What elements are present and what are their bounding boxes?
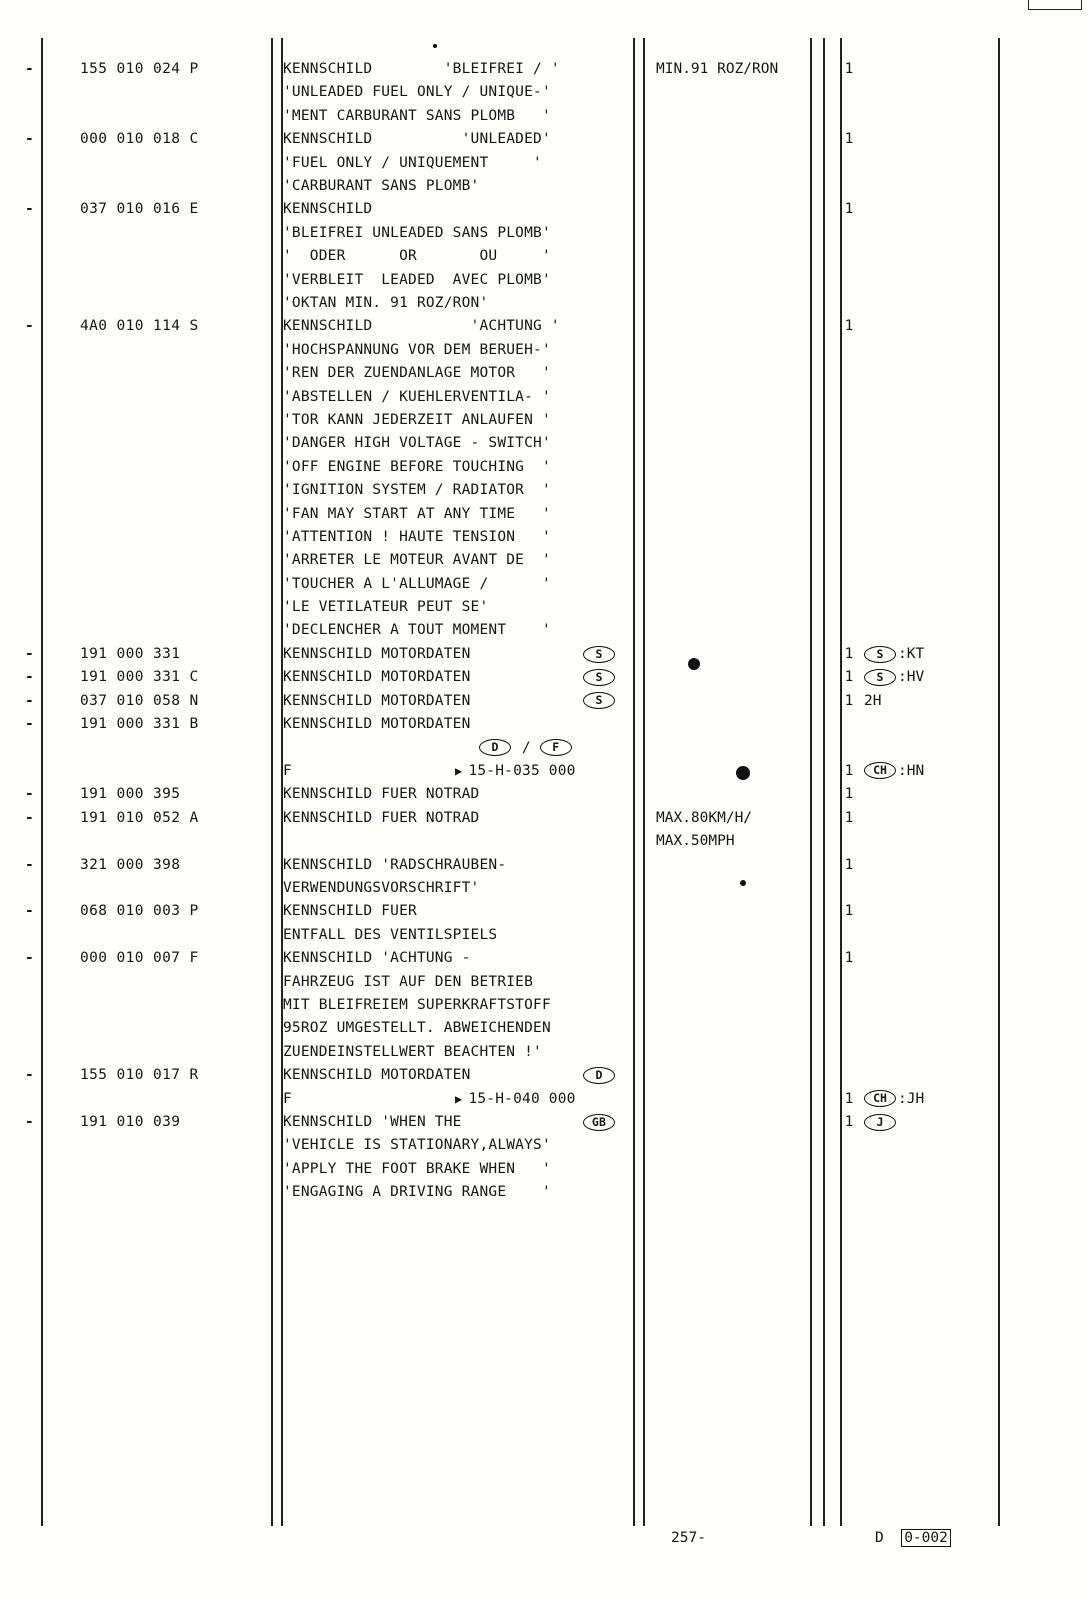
description-text: 'VERBLEIT LEADED AVEC PLOMB' xyxy=(283,271,551,288)
part-number: 191 010 039 xyxy=(80,1114,181,1130)
description-line xyxy=(283,783,643,806)
quantity: 1 xyxy=(844,809,854,826)
description-text: KENNSCHILD 'UNLEADED' xyxy=(283,131,551,148)
quantity: 1 xyxy=(844,646,854,662)
description-text: 'APPLY THE FOOT BRAKE WHEN ' xyxy=(283,1160,551,1177)
country-mark-icon: S xyxy=(583,692,615,709)
description-line xyxy=(283,1017,643,1040)
description-text: KENNSCHILD 'BLEIFREI / ' xyxy=(283,61,560,77)
country-mark-icon: F xyxy=(540,739,572,756)
quantity: 1 xyxy=(844,856,854,873)
description-line xyxy=(283,198,643,221)
part-number: 155 010 024 P xyxy=(80,61,199,77)
description-text: 'HOCHSPANNUNG VOR DEM BERUEH-' xyxy=(283,341,551,358)
description-text: 'FAN MAY START AT ANY TIME ' xyxy=(283,505,551,522)
row-dash: - xyxy=(25,131,34,148)
description-text: MIT BLEIFREIEM SUPERKRAFTSTOFF xyxy=(283,996,551,1013)
description-line xyxy=(283,971,643,994)
description-line xyxy=(283,737,643,760)
description-line xyxy=(283,1181,643,1204)
description-text: 'VEHICLE IS STATIONARY,ALWAYS' xyxy=(283,1137,551,1154)
description-line xyxy=(283,619,643,642)
arrow-icon: ▶ xyxy=(455,1091,463,1106)
remark xyxy=(656,58,824,81)
quantity: 1 xyxy=(844,61,854,77)
description-line xyxy=(283,222,643,245)
country-mark-icon: GB xyxy=(583,1114,615,1131)
row-dash: - xyxy=(25,716,34,733)
description xyxy=(283,1111,643,1205)
description-line xyxy=(283,128,643,151)
description-line xyxy=(283,526,643,549)
quantity: 1 xyxy=(844,201,854,218)
description-text: KENNSCHILD FUER NOTRAD xyxy=(283,786,480,803)
description xyxy=(283,666,643,689)
description-text: KENNSCHILD FUER NOTRAD xyxy=(283,809,480,826)
country-mark-icon: CH xyxy=(864,762,896,779)
row-dash: - xyxy=(25,669,34,686)
description-line xyxy=(283,339,643,362)
arrow-group xyxy=(455,1088,576,1111)
description-line xyxy=(283,690,643,713)
description-text: KENNSCHILD 'ACHTUNG - xyxy=(283,950,471,967)
row-dash: - xyxy=(25,1114,34,1130)
part-number: 037 010 016 E xyxy=(80,201,199,218)
description-text: ZUENDEINSTELLWERT BEACHTEN !' xyxy=(283,1043,542,1060)
description-text: 'ATTENTION ! HAUTE TENSION ' xyxy=(283,528,551,545)
description-line xyxy=(283,666,643,689)
quantity: 1 xyxy=(844,131,854,148)
model-code-text: :JH xyxy=(898,1090,925,1107)
quantity: 1 xyxy=(844,903,854,920)
row-dash: - xyxy=(25,950,34,967)
section-code xyxy=(875,1530,951,1546)
description-text: KENNSCHILD MOTORDATEN xyxy=(283,1067,471,1084)
quantity: 1 xyxy=(844,786,854,803)
model-code-text: :KT xyxy=(898,646,925,662)
description-text: KENNSCHILD MOTORDATEN xyxy=(283,716,471,733)
description-line xyxy=(283,105,643,128)
slash-text: / xyxy=(513,739,540,756)
ink-speck xyxy=(740,880,746,886)
description-text: 'UNLEADED FUEL ONLY / UNIQUE-' xyxy=(283,84,551,101)
description-text: KENNSCHILD xyxy=(283,201,373,218)
description-line xyxy=(283,573,643,596)
description-line xyxy=(283,643,643,666)
description-line xyxy=(283,409,643,432)
description-text: ' ODER OR OU ' xyxy=(283,248,551,265)
column-divider xyxy=(271,38,273,1526)
quantity: 1 xyxy=(844,669,854,686)
description-text: 'OKTAN MIN. 91 ROZ/RON' xyxy=(283,294,489,311)
description-text: 'IGNITION SYSTEM / RADIATOR ' xyxy=(283,482,551,499)
mark-holder xyxy=(583,1111,617,1134)
description-text: 'ENGAGING A DRIVING RANGE ' xyxy=(283,1184,551,1201)
arrow-prefix: F xyxy=(283,762,292,779)
description-line xyxy=(283,503,643,526)
corner-box xyxy=(1028,0,1082,10)
description-line xyxy=(283,269,643,292)
description-line xyxy=(283,994,643,1017)
arrow-group xyxy=(455,760,576,783)
description-line xyxy=(283,807,643,830)
part-number: 191 010 052 A xyxy=(80,809,199,826)
quantity: 1 xyxy=(844,1114,854,1130)
quantity: 1 xyxy=(844,692,854,709)
country-mark-icon: D xyxy=(583,1067,615,1084)
description xyxy=(283,807,643,830)
arrow-icon: ▶ xyxy=(455,763,463,778)
description-text: KENNSCHILD MOTORDATEN xyxy=(283,646,471,662)
description-line xyxy=(283,760,643,783)
description xyxy=(283,643,643,666)
description-text: 'OFF ENGINE BEFORE TOUCHING ' xyxy=(283,458,551,475)
row-dash: - xyxy=(25,903,34,920)
description xyxy=(283,1064,643,1111)
description-text: KENNSCHILD 'WHEN THE xyxy=(283,1114,462,1130)
row-dash: - xyxy=(25,1067,34,1084)
page-number: 257- xyxy=(671,1530,706,1546)
description-line xyxy=(283,1064,643,1087)
row-dash: - xyxy=(25,646,34,662)
description-text: 'ABSTELLEN / KUEHLERVENTILA- ' xyxy=(283,388,551,405)
description-text: ENTFALL DES VENTILSPIELS xyxy=(283,926,498,943)
country-mark-icon: J xyxy=(864,1114,896,1131)
arrow-prefix: F xyxy=(283,1090,292,1107)
description-line xyxy=(283,1134,643,1157)
model-code xyxy=(864,1088,924,1111)
column-divider xyxy=(823,38,825,1526)
mark-holder xyxy=(583,643,617,666)
description-line xyxy=(283,549,643,572)
description xyxy=(283,783,643,806)
mark-holder xyxy=(583,690,617,713)
part-number: 037 010 058 N xyxy=(80,692,199,709)
part-number: 4A0 010 114 S xyxy=(80,318,199,335)
country-mark-icon: S xyxy=(864,669,896,686)
part-number: 191 000 331 C xyxy=(80,669,199,686)
description-line xyxy=(283,924,643,947)
description xyxy=(283,58,643,128)
description-text: 'TOUCHER A L'ALLUMAGE / ' xyxy=(283,575,551,592)
column-divider xyxy=(41,38,43,1526)
ink-speck xyxy=(736,766,750,780)
description xyxy=(283,198,643,315)
description-line xyxy=(283,81,643,104)
part-number: 191 000 331 B xyxy=(80,716,199,733)
description-line xyxy=(283,596,643,619)
description-text: 'REN DER ZUENDANLAGE MOTOR ' xyxy=(283,365,551,382)
part-number: 191 000 395 xyxy=(80,786,181,803)
description-line xyxy=(283,877,643,900)
model-code xyxy=(864,643,924,666)
serial-range: 15-H-040 000 xyxy=(468,1090,576,1107)
description-line xyxy=(283,1041,643,1064)
description xyxy=(283,128,643,198)
mark-holder xyxy=(583,666,617,689)
description-line xyxy=(283,1158,643,1181)
description-text: 'TOR KANN JEDERZEIT ANLAUFEN ' xyxy=(283,411,551,428)
remark xyxy=(656,807,824,854)
row-dash: - xyxy=(25,856,34,873)
part-number: 321 000 398 xyxy=(80,856,181,873)
part-number: 000 010 007 F xyxy=(80,950,199,967)
row-dash: - xyxy=(25,201,34,218)
part-number: 068 010 003 P xyxy=(80,903,199,920)
description xyxy=(283,854,643,901)
remark-line: MAX.80KM/H/ xyxy=(656,809,753,826)
description-line xyxy=(283,245,643,268)
model-code-text: :HN xyxy=(898,762,925,779)
description-line xyxy=(283,1111,643,1134)
description-text: FAHRZEUG IST AUF DEN BETRIEB xyxy=(283,973,534,990)
model-code xyxy=(864,760,924,783)
description-text: KENNSCHILD FUER xyxy=(283,903,417,920)
serial-range: 15-H-035 000 xyxy=(468,762,576,779)
quantity: 1 xyxy=(844,762,854,779)
description-text: 'ARRETER LE MOTEUR AVANT DE ' xyxy=(283,552,551,569)
model-code-text: 2H xyxy=(864,692,882,709)
description-text: 'BLEIFREI UNLEADED SANS PLOMB' xyxy=(283,224,551,241)
country-mark-icon: S xyxy=(583,646,615,663)
description xyxy=(283,315,643,642)
description-line xyxy=(283,947,643,970)
ink-speck xyxy=(688,658,700,670)
description-text: KENNSCHILD MOTORDATEN xyxy=(283,692,471,709)
part-number: 191 000 331 xyxy=(80,646,181,662)
description-line xyxy=(283,479,643,502)
description-text: 'DANGER HIGH VOLTAGE - SWITCH' xyxy=(283,435,551,452)
row-dash: - xyxy=(25,692,34,709)
description-line xyxy=(283,58,643,81)
description-text: KENNSCHILD MOTORDATEN xyxy=(283,669,471,686)
description-line xyxy=(283,1088,643,1111)
part-number: 155 010 017 R xyxy=(80,1067,199,1084)
description-line xyxy=(283,315,643,338)
country-mark-icon: S xyxy=(583,669,615,686)
quantity: 1 xyxy=(844,1090,854,1107)
ink-speck xyxy=(433,44,437,48)
country-mark-icon: S xyxy=(864,646,896,663)
description-line xyxy=(283,432,643,455)
column-divider xyxy=(810,38,812,1526)
description-line xyxy=(283,362,643,385)
description-text: KENNSCHILD 'ACHTUNG ' xyxy=(283,318,560,335)
description-line xyxy=(283,854,643,877)
description xyxy=(283,900,643,947)
description-line xyxy=(283,292,643,315)
description-line xyxy=(283,713,643,736)
quantity: 1 xyxy=(844,318,854,335)
mark-holder xyxy=(583,1064,617,1087)
section-prefix: D xyxy=(875,1530,884,1546)
country-mark-icon: CH xyxy=(864,1090,896,1107)
section-code-box: 0-002 xyxy=(901,1529,951,1547)
description-line xyxy=(283,175,643,198)
remark-line: MAX.50MPH xyxy=(656,833,735,850)
row-dash: - xyxy=(25,61,34,77)
model-code xyxy=(864,690,881,713)
model-code xyxy=(864,1111,898,1134)
model-code xyxy=(864,666,924,689)
description-text: 'MENT CARBURANT SANS PLOMB ' xyxy=(283,107,551,124)
description-text: 'CARBURANT SANS PLOMB' xyxy=(283,177,480,194)
description xyxy=(283,713,643,783)
part-number: 000 010 018 C xyxy=(80,131,199,148)
description-text: 'DECLENCHER A TOUT MOMENT ' xyxy=(283,622,551,639)
description xyxy=(283,947,643,1064)
model-code-text: :HV xyxy=(898,669,925,686)
description-text: KENNSCHILD 'RADSCHRAUBEN- xyxy=(283,856,507,873)
column-divider xyxy=(998,38,1000,1526)
row-dash: - xyxy=(25,786,34,803)
description-line xyxy=(283,900,643,923)
description-text: 95ROZ UMGESTELLT. ABWEICHENDEN xyxy=(283,1020,551,1037)
description-text: 'FUEL ONLY / UNIQUEMENT ' xyxy=(283,154,542,171)
description-text: VERWENDUNGSVORSCHRIFT' xyxy=(283,879,480,896)
row-dash: - xyxy=(25,318,34,335)
description xyxy=(283,690,643,713)
quantity: 1 xyxy=(844,950,854,967)
description-text: 'LE VETILATEUR PEUT SE' xyxy=(283,599,489,616)
description-line xyxy=(283,456,643,479)
country-mark-icon: D xyxy=(479,739,511,756)
description-line xyxy=(283,386,643,409)
column-divider xyxy=(643,38,645,1526)
row-dash: - xyxy=(25,809,34,826)
description-line xyxy=(283,152,643,175)
remark-line: MIN.91 ROZ/RON xyxy=(656,61,779,77)
